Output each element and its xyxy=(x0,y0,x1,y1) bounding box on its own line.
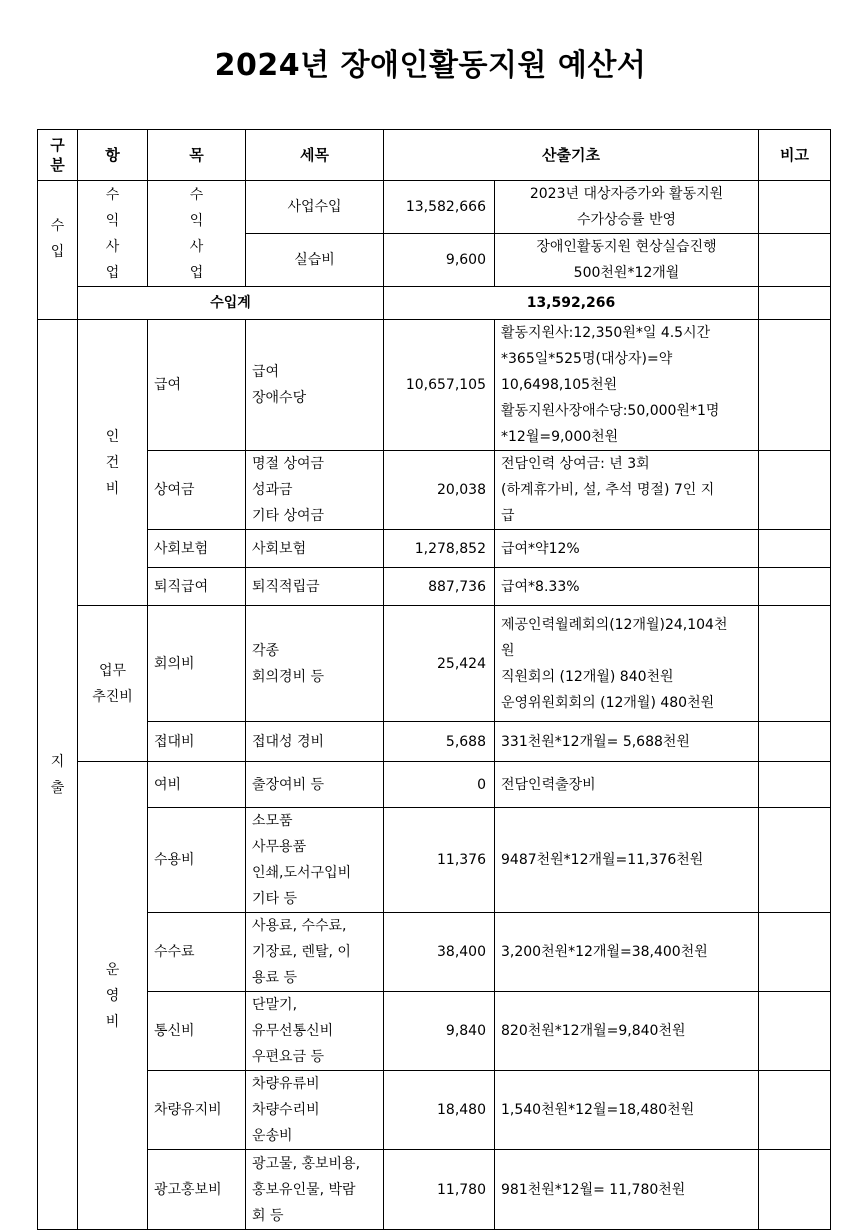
income-amount: 13,582,666 xyxy=(384,181,495,234)
income-total-amount: 13,592,266 xyxy=(384,287,759,320)
expense-note xyxy=(759,451,831,530)
header-hang: 항 xyxy=(78,130,148,181)
expense-amount: 0 xyxy=(384,762,495,808)
expense-basis: 331천원*12개월= 5,688천원 xyxy=(495,722,759,762)
expense-basis: 급여*8.33% xyxy=(495,568,759,606)
expense-basis: 3,200천원*12개월=38,400천원 xyxy=(495,913,759,992)
expense-semok: 사용료, 수수료, 기장료, 렌탈, 이 용료 등 xyxy=(246,913,384,992)
expense-basis: 제공인력월례회의(12개월)24,104천 원 직원회의 (12개월) 840천원 운영위원회회의 (12개월) 480천원 xyxy=(495,606,759,722)
income-category: 수 입 xyxy=(38,181,78,320)
income-basis: 2023년 대상자증가와 활동지원 수가상승률 반영 xyxy=(495,181,759,234)
income-basis: 장애인활동지원 현상실습진행 500천원*12개월 xyxy=(495,234,759,287)
expense-category: 지 출 xyxy=(38,320,78,1230)
header-mok: 목 xyxy=(148,130,246,181)
expense-amount: 11,780 xyxy=(384,1150,495,1230)
expense-mok: 회의비 xyxy=(148,606,246,722)
expense-note xyxy=(759,992,831,1071)
expense-amount: 25,424 xyxy=(384,606,495,722)
income-semok: 사업수입 xyxy=(246,181,384,234)
header-semok: 세목 xyxy=(246,130,384,181)
expense-mok: 상여금 xyxy=(148,451,246,530)
expense-note xyxy=(759,762,831,808)
income-semok: 실습비 xyxy=(246,234,384,287)
expense-note xyxy=(759,913,831,992)
expense-note xyxy=(759,320,831,451)
expense-basis: 전담인력출장비 xyxy=(495,762,759,808)
expense-basis: 활동지원사:12,350원*일 4.5시간 *365일*525명(대상자)=약 10,6498,105천원 활동지원사장애수당:50,000원*1명 *12월=9,000천원 xyxy=(495,320,759,451)
expense-mok: 수용비 xyxy=(148,808,246,913)
expense-semok: 퇴직적립금 xyxy=(246,568,384,606)
expense-basis: 급여*약12% xyxy=(495,530,759,568)
expense-mok: 퇴직급여 xyxy=(148,568,246,606)
expense-basis: 9487천원*12개월=11,376천원 xyxy=(495,808,759,913)
expense-amount: 38,400 xyxy=(384,913,495,992)
expense-semok: 명절 상여금 성과금 기타 상여금 xyxy=(246,451,384,530)
expense-mok: 급여 xyxy=(148,320,246,451)
expense-mok: 여비 xyxy=(148,762,246,808)
expense-semok: 소모품 사무용품 인쇄,도서구입비 기타 등 xyxy=(246,808,384,913)
expense-semok: 차량유류비 차량수리비 운송비 xyxy=(246,1071,384,1150)
expense-note xyxy=(759,722,831,762)
expense-mok: 수수료 xyxy=(148,913,246,992)
budget-table xyxy=(37,129,831,1230)
expense-semok: 각종 회의경비 등 xyxy=(246,606,384,722)
expense-mok: 통신비 xyxy=(148,992,246,1071)
expense-basis: 전담인력 상여금: 년 3회 (하계휴가비, 설, 추석 명절) 7인 지 급 xyxy=(495,451,759,530)
expense-mok: 접대비 xyxy=(148,722,246,762)
expense-mok: 광고홍보비 xyxy=(148,1150,246,1230)
expense-basis: 820천원*12개월=9,840천원 xyxy=(495,992,759,1071)
expense-amount: 18,480 xyxy=(384,1071,495,1150)
expense-semok: 사회보험 xyxy=(246,530,384,568)
header-basis: 산출기초 xyxy=(384,130,759,181)
expense-note xyxy=(759,568,831,606)
income-note xyxy=(759,234,831,287)
page-title: 2024년 장애인활동지원 예산서 xyxy=(214,48,647,83)
income-total-label: 수입계 xyxy=(78,287,384,320)
expense-hang-business: 업무 추진비 xyxy=(78,606,148,762)
expense-mok: 차량유지비 xyxy=(148,1071,246,1150)
expense-note xyxy=(759,1150,831,1230)
expense-note xyxy=(759,606,831,722)
header-gubun: 구 분 xyxy=(38,130,78,181)
expense-hang-operation: 운 영 비 xyxy=(78,762,148,1230)
expense-amount: 887,736 xyxy=(384,568,495,606)
income-mok: 수 익 사 업 xyxy=(148,181,246,287)
expense-basis: 1,540천원*12월=18,480천원 xyxy=(495,1071,759,1150)
income-note xyxy=(759,181,831,234)
expense-semok: 접대성 경비 xyxy=(246,722,384,762)
expense-semok: 급여 장애수당 xyxy=(246,320,384,451)
expense-semok: 출장여비 등 xyxy=(246,762,384,808)
expense-basis: 981천원*12월= 11,780천원 xyxy=(495,1150,759,1230)
expense-hang-personnel: 인 건 비 xyxy=(78,320,148,606)
expense-amount: 20,038 xyxy=(384,451,495,530)
income-hang: 수 익 사 업 xyxy=(78,181,148,287)
header-note: 비고 xyxy=(759,130,831,181)
expense-amount: 9,840 xyxy=(384,992,495,1071)
expense-amount: 1,278,852 xyxy=(384,530,495,568)
expense-note xyxy=(759,530,831,568)
expense-amount: 11,376 xyxy=(384,808,495,913)
expense-amount: 5,688 xyxy=(384,722,495,762)
expense-note xyxy=(759,808,831,913)
income-amount: 9,600 xyxy=(384,234,495,287)
expense-semok: 광고물, 홍보비용, 홍보유인물, 박람 회 등 xyxy=(246,1150,384,1230)
expense-semok: 단말기, 유무선통신비 우편요금 등 xyxy=(246,992,384,1071)
expense-amount: 10,657,105 xyxy=(384,320,495,451)
income-total-note xyxy=(759,287,831,320)
expense-mok: 사회보험 xyxy=(148,530,246,568)
expense-note xyxy=(759,1071,831,1150)
